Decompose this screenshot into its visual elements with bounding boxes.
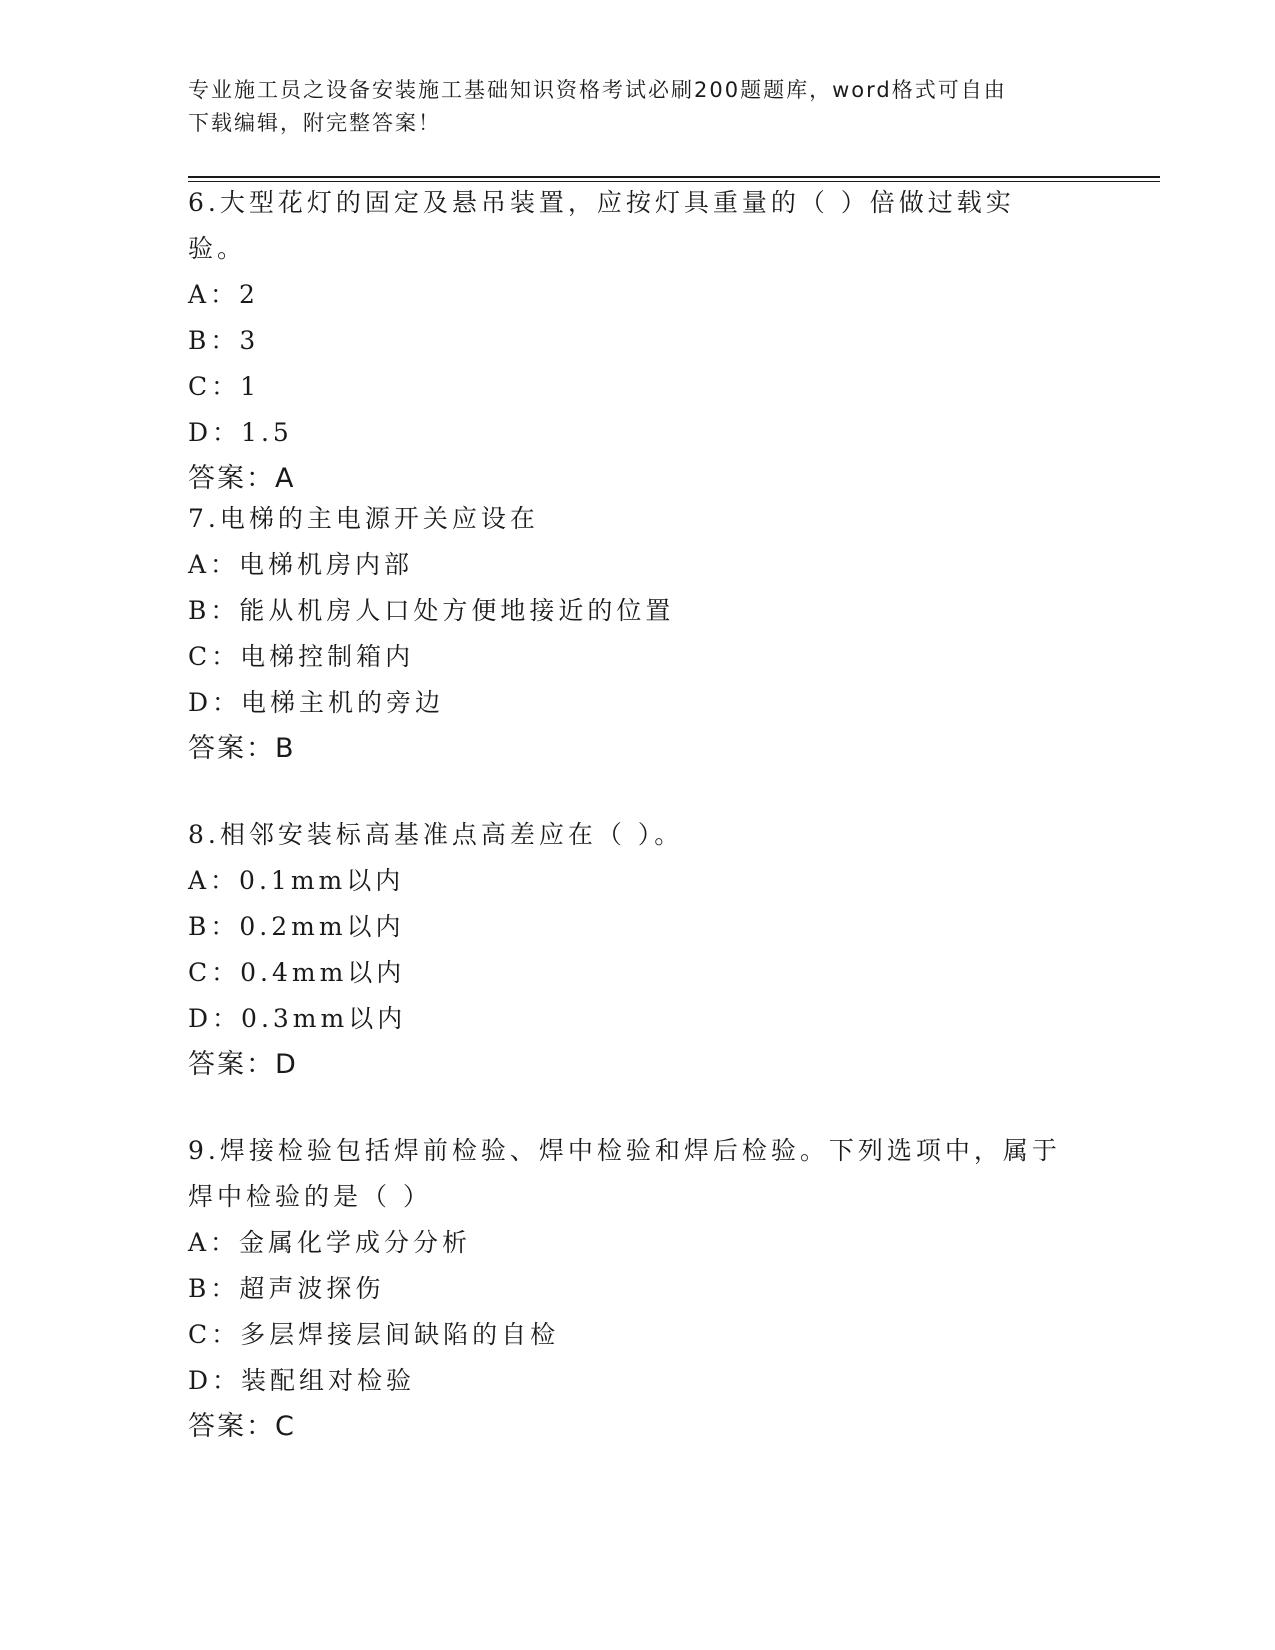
question-6 (188, 180, 1068, 502)
option-c: C：1 (188, 372, 261, 401)
question-7 (188, 496, 1068, 772)
option-d: D：0.3mm以内 (188, 1004, 407, 1033)
option-b: B：3 (188, 326, 260, 355)
option-c: C：0.4mm以内 (188, 958, 406, 987)
option-c: C：多层焊接层间缺陷的自检 (188, 1320, 560, 1349)
question-8 (188, 812, 1068, 1088)
answer: 答案：D (188, 1049, 298, 1080)
question-stem: 6.大型花灯的固定及悬吊装置，应按灯具重量的（ ）倍做过载实验。 (188, 188, 1015, 263)
option-a: A：0.1mm以内 (188, 866, 405, 895)
option-d: D：电梯主机的旁边 (188, 688, 445, 717)
option-a: A：电梯机房内部 (188, 550, 414, 579)
option-a: A：2 (188, 280, 259, 309)
header-line-2: 下载编辑，附完整答案！ (188, 111, 441, 135)
question-stem-line-1: 9.焊接检验包括焊前检验、焊中检验和焊后检验。下列选项中，属于 (188, 1136, 1061, 1165)
question-stem: 8.相邻安装标高基准点高差应在（ ）。 (188, 820, 684, 849)
option-b: B：能从机房人口处方便地接近的位置 (188, 596, 675, 625)
answer: 答案：B (188, 733, 296, 764)
option-a: A：金属化学成分分析 (188, 1228, 472, 1257)
question-stem-line-2: 焊中检验的是（ ） (188, 1182, 432, 1211)
answer: 答案：A (188, 463, 296, 494)
option-b: B：0.2mm以内 (188, 912, 405, 941)
option-b: B：超声波探伤 (188, 1274, 385, 1303)
header-line-1: 专业施工员之设备安装施工基础知识资格考试必刷200题题库，word格式可自由 (188, 78, 1007, 102)
question-stem: 7.电梯的主电源开关应设在 (188, 504, 539, 533)
header-divider-thick (188, 176, 1160, 178)
option-d: D：1.5 (188, 418, 293, 447)
answer: 答案：C (188, 1411, 296, 1442)
option-c: C：电梯控制箱内 (188, 642, 415, 671)
option-d: D：装配组对检验 (188, 1366, 416, 1395)
question-9 (188, 1128, 1068, 1450)
document-header (188, 74, 1068, 140)
